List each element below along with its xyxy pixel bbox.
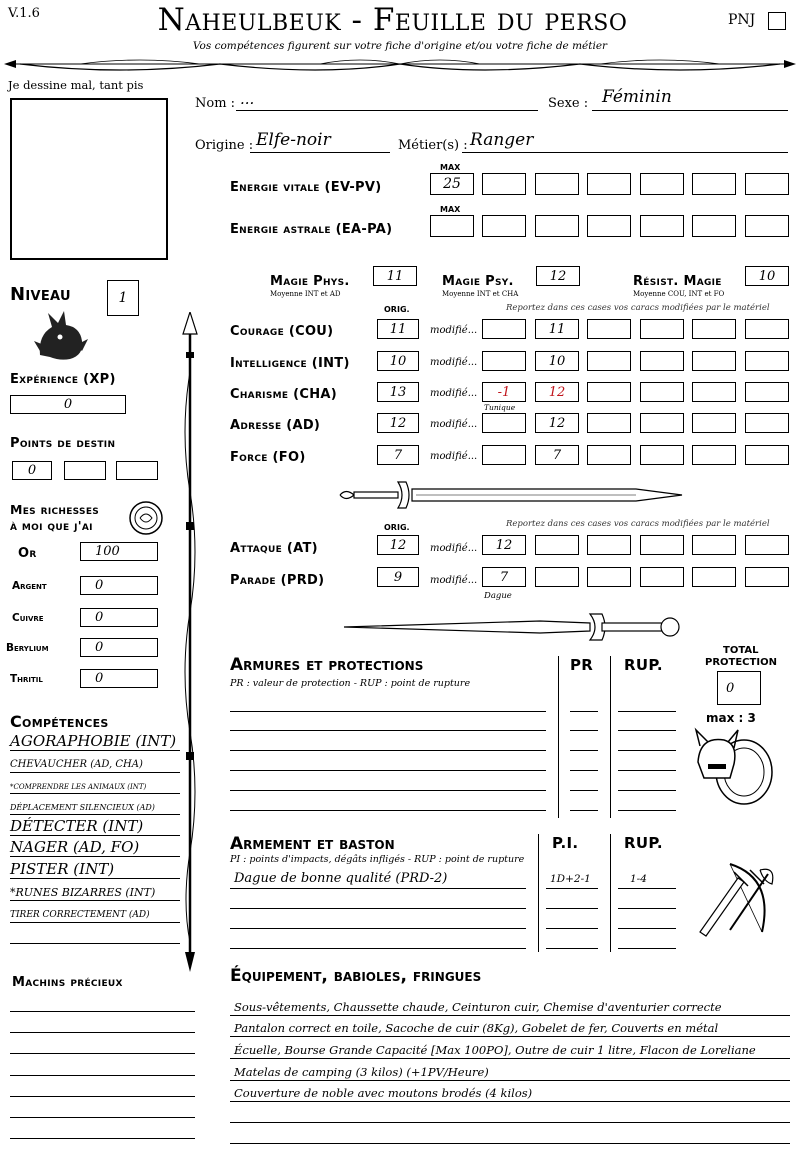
stat-orig-box[interactable]: 10	[377, 351, 419, 371]
origine-value[interactable]: Elfe-noir	[256, 130, 331, 150]
armor-rup-line[interactable]	[618, 750, 676, 751]
valuable-line[interactable]	[10, 1138, 195, 1139]
argent-box[interactable]: 0	[80, 576, 158, 595]
coin-icon	[128, 500, 164, 536]
weapons-icon	[690, 858, 780, 938]
skill-item: TIRER CORRECTEMENT (AD)	[10, 910, 150, 920]
thritil-box[interactable]: 0	[80, 669, 158, 688]
cuivre-label: Cuivre	[12, 612, 44, 624]
armement-title: Armement et baston	[230, 834, 395, 854]
berylium-box[interactable]: 0	[80, 638, 158, 657]
armor-name-line[interactable]	[230, 810, 546, 811]
skill-item: DÉTECTER (INT)	[10, 817, 144, 835]
combat-box[interactable]	[535, 567, 579, 587]
skill-item: NAGER (AD, FO)	[10, 838, 140, 856]
combat-box[interactable]	[535, 535, 579, 555]
stat-total-box[interactable]: 11	[535, 319, 579, 339]
stat-box[interactable]	[692, 382, 736, 402]
destin-label: Points de destin	[10, 436, 116, 451]
skill-line[interactable]	[10, 922, 180, 923]
armor-rup-line[interactable]	[618, 790, 676, 791]
armures-title: Armures et protections	[230, 655, 424, 675]
equipment-item: Écuelle, Bourse Grande Capacité [Max 100PO], Outre de cuir 1 litre, Flacon de Loreliane	[234, 1043, 756, 1057]
stat-mod-box[interactable]	[482, 445, 526, 465]
skill-item: PISTER (INT)	[10, 860, 115, 878]
equipment-line[interactable]	[230, 1101, 790, 1102]
stat-box[interactable]	[640, 319, 684, 339]
armor-pr-line[interactable]	[570, 790, 598, 791]
stat-box[interactable]	[587, 351, 631, 371]
weapons-divider	[538, 834, 539, 952]
weapon-name: Dague de bonne qualité (PRD-2)	[234, 871, 448, 886]
page-subtitle: Vos compétences figurent sur votre fiche d'origine et/ou votre fiche de métier	[192, 40, 608, 52]
skill-line[interactable]	[10, 750, 180, 751]
armor-pr-line[interactable]	[570, 730, 598, 731]
ev-box[interactable]	[535, 173, 579, 195]
richesses-label-1: Mes richesses	[10, 502, 100, 517]
weapon-pi-line[interactable]	[546, 928, 598, 929]
stat-box[interactable]	[692, 445, 736, 465]
armor-divider	[610, 656, 611, 818]
resist-magie-note: Moyenne COU, INT et FO	[633, 290, 725, 298]
valuable-line[interactable]	[10, 1096, 195, 1097]
modifie-label: modifié...	[430, 451, 478, 462]
protection-max-label: max : 3	[706, 711, 756, 725]
ev-max-box[interactable]: 25	[430, 173, 474, 195]
skill-item: *COMPRENDRE LES ANIMAUX (INT)	[10, 783, 147, 791]
ev-box[interactable]	[482, 173, 526, 195]
competences-label: Compétences	[10, 712, 109, 731]
armor-name-line[interactable]	[230, 750, 546, 751]
ea-box[interactable]	[587, 215, 631, 237]
skill-line[interactable]	[10, 856, 180, 857]
armor-divider	[558, 656, 559, 818]
magie-psy-label: Magie Psy.	[442, 274, 514, 289]
combat-label: Parade (PRD)	[230, 573, 325, 588]
weapon-rup-line[interactable]	[618, 888, 676, 889]
stat-orig-box[interactable]: 12	[377, 413, 419, 433]
stat-box[interactable]	[745, 351, 789, 371]
equipment-line[interactable]	[230, 1036, 790, 1037]
sexe-value[interactable]: Féminin	[602, 87, 672, 107]
thritil-label: Thritil	[10, 673, 43, 685]
stat-box[interactable]	[587, 319, 631, 339]
modifie-label: modifié...	[430, 388, 478, 399]
ev-box[interactable]	[745, 173, 789, 195]
skill-line[interactable]	[10, 835, 180, 836]
sword-icon	[340, 608, 685, 646]
stats-orig-label: ORIG.	[384, 305, 410, 314]
combat-box[interactable]	[587, 535, 631, 555]
niveau-label: Niveau	[10, 284, 71, 305]
niveau-box[interactable]: 1	[107, 280, 139, 316]
combat-box[interactable]	[745, 535, 789, 555]
stat-box[interactable]	[587, 445, 631, 465]
armures-subtitle: PR : valeur de protection - RUP : point de rupture	[230, 678, 471, 689]
ea-max-label: MAX	[440, 205, 461, 214]
skill-line[interactable]	[10, 943, 180, 944]
combat-orig-label: ORIG.	[384, 523, 410, 532]
stat-orig-box[interactable]: 7	[377, 445, 419, 465]
armor-pr-line[interactable]	[570, 770, 598, 771]
destin-box-1[interactable]: 0	[12, 461, 52, 480]
magie-phys-note: Moyenne INT et AD	[270, 290, 341, 298]
modifie-label: modifié...	[430, 543, 478, 554]
armor-pr-line[interactable]	[570, 711, 598, 712]
skill-item: DÉPLACEMENT SILENCIEUX (AD)	[10, 803, 155, 812]
sword-icon	[336, 478, 686, 512]
total-protection-label-2: PROTECTION	[705, 657, 777, 668]
stat-box[interactable]	[640, 413, 684, 433]
modifie-label: modifié...	[430, 325, 478, 336]
weapon-rup-line[interactable]	[618, 948, 676, 949]
armor-rup-line[interactable]	[618, 730, 676, 731]
armor-rup-line[interactable]	[618, 711, 676, 712]
stat-box[interactable]	[692, 413, 736, 433]
valuable-line[interactable]	[10, 1032, 195, 1033]
combat-box[interactable]	[745, 567, 789, 587]
stat-mod-box[interactable]	[482, 351, 526, 371]
skill-line[interactable]	[10, 814, 180, 815]
ev-label: Energie vitale (EV-PV)	[230, 180, 382, 195]
combat-mod-box[interactable]: 7	[482, 567, 526, 587]
equipment-line[interactable]	[230, 1122, 790, 1123]
ev-box[interactable]	[692, 173, 736, 195]
equipement-title: Équipement, babioles, fringues	[230, 966, 482, 986]
nom-label: Nom :	[195, 96, 236, 111]
weapon-pi-line[interactable]	[546, 908, 598, 909]
pnj-label: PNJ	[728, 12, 756, 28]
armor-pr-line[interactable]	[570, 750, 598, 751]
stat-label: Charisme (CHA)	[230, 387, 337, 402]
equipment-item: Couverture de noble avec moutons brodés (4 kilos)	[234, 1086, 533, 1100]
stat-box[interactable]	[745, 319, 789, 339]
combat-box[interactable]	[587, 567, 631, 587]
metier-label: Métier(s) :	[398, 138, 468, 153]
machins-precieux-label: Machins précieux	[12, 975, 123, 990]
armor-name-line[interactable]	[230, 730, 546, 731]
resist-magie-label: Résist. Magie	[633, 274, 722, 289]
nom-value[interactable]: ...	[240, 90, 255, 108]
skill-line[interactable]	[10, 878, 180, 879]
metier-underline	[462, 152, 788, 153]
total-protection-label-1: TOTAL	[723, 645, 759, 656]
ea-box[interactable]	[640, 215, 684, 237]
stat-box[interactable]	[692, 351, 736, 371]
stat-mod-box[interactable]	[482, 319, 526, 339]
armor-name-line[interactable]	[230, 711, 546, 712]
equipment-line[interactable]	[230, 1143, 790, 1144]
weapon-rup-line[interactable]	[618, 928, 676, 929]
destin-box-2[interactable]	[64, 461, 106, 480]
spear-divider	[178, 312, 202, 972]
stat-total-box[interactable]: 7	[535, 445, 579, 465]
combat-box[interactable]	[640, 567, 684, 587]
magie-psy-box[interactable]: 12	[536, 266, 580, 286]
ea-max-box[interactable]	[430, 215, 474, 237]
stat-total-box[interactable]: 12	[535, 413, 579, 433]
pi-col-label: P.I.	[552, 834, 579, 852]
destin-box-3[interactable]	[116, 461, 158, 480]
combat-box[interactable]	[692, 535, 736, 555]
equipment-line[interactable]	[230, 1015, 790, 1016]
stat-label: Adresse (AD)	[230, 418, 321, 433]
stat-box[interactable]	[745, 382, 789, 402]
weapon-name-line[interactable]	[230, 888, 526, 889]
combat-note: Reportez dans ces cases vos caracs modifiées par le matériel	[506, 519, 770, 529]
richesses-label-2: à moi que j'ai	[10, 518, 93, 533]
ev-max-label: MAX	[440, 163, 461, 172]
stat-box[interactable]	[640, 445, 684, 465]
pnj-checkbox[interactable]	[768, 12, 786, 30]
portrait-box[interactable]	[10, 98, 168, 260]
sexe-underline	[592, 110, 788, 111]
ea-label: Energie astrale (EA-PA)	[230, 222, 393, 237]
stat-orig-box[interactable]: 13	[377, 382, 419, 402]
stat-label: Force (FO)	[230, 450, 306, 465]
weapon-pi-line[interactable]	[546, 888, 598, 889]
stat-box[interactable]	[692, 319, 736, 339]
stat-box[interactable]	[745, 413, 789, 433]
stat-label: Courage (COU)	[230, 324, 334, 339]
valuable-line[interactable]	[10, 1117, 195, 1118]
pr-col-label: PR	[570, 656, 594, 674]
skill-line[interactable]	[10, 772, 180, 773]
skill-line[interactable]	[10, 900, 180, 901]
ea-box[interactable]	[535, 215, 579, 237]
equipment-line[interactable]	[230, 1080, 790, 1081]
rup-col-label: RUP.	[624, 656, 663, 674]
magie-psy-note: Moyenne INT et CHA	[442, 290, 519, 298]
stat-box[interactable]	[745, 445, 789, 465]
argent-label: Argent	[12, 580, 47, 592]
weapon-pi: 1D+2-1	[550, 873, 591, 885]
skill-item: *RUNES BIZARRES (INT)	[10, 886, 156, 899]
equipment-item: Matelas de camping (3 kilos) (+1PV/Heure)	[234, 1065, 489, 1079]
combat-box[interactable]	[692, 567, 736, 587]
weapons-divider	[610, 834, 611, 952]
ea-box[interactable]	[745, 215, 789, 237]
stat-box[interactable]	[587, 382, 631, 402]
magie-phys-label: Magie Phys.	[270, 274, 350, 289]
valuable-line[interactable]	[10, 1053, 195, 1054]
magie-phys-box[interactable]: 11	[373, 266, 417, 286]
weapon-name-line[interactable]	[230, 908, 526, 909]
nom-underline	[236, 110, 538, 111]
weapon-name-line[interactable]	[230, 928, 526, 929]
modifie-label: modifié...	[430, 419, 478, 430]
equipment-line[interactable]	[230, 1058, 790, 1059]
weapon-name-line[interactable]	[230, 948, 526, 949]
stat-mod-note: Tunique	[484, 403, 516, 412]
portrait-caption: Je dessine mal, tant pis	[8, 78, 144, 92]
resist-magie-box[interactable]: 10	[745, 266, 789, 286]
or-label: Or	[18, 546, 37, 561]
stat-mod-box[interactable]	[482, 413, 526, 433]
stat-orig-box[interactable]: 11	[377, 319, 419, 339]
modifie-label: modifié...	[430, 357, 478, 368]
modifie-label: modifié...	[430, 575, 478, 586]
ev-box[interactable]	[640, 173, 684, 195]
stat-total-box[interactable]: 10	[535, 351, 579, 371]
xp-box[interactable]: 0	[10, 395, 126, 414]
stat-mod-box[interactable]: -1	[482, 382, 526, 402]
helmet-shield-icon	[694, 726, 776, 808]
combat-mod-note: Dague	[484, 591, 512, 601]
combat-box[interactable]	[640, 535, 684, 555]
ev-box[interactable]	[587, 173, 631, 195]
equipment-item: Sous-vêtements, Chaussette chaude, Ceinturon cuir, Chemise d'aventurier correcte	[234, 1000, 722, 1014]
skill-line[interactable]	[10, 793, 180, 794]
metier-value[interactable]: Ranger	[470, 130, 534, 150]
xp-label: Expérience (XP)	[10, 372, 116, 387]
weapon-pi-line[interactable]	[546, 948, 598, 949]
or-box[interactable]: 100	[80, 542, 158, 561]
stat-box[interactable]	[640, 351, 684, 371]
stat-box[interactable]	[587, 413, 631, 433]
combat-mod-box[interactable]: 12	[482, 535, 526, 555]
dragon-icon	[30, 305, 90, 363]
valuable-line[interactable]	[10, 1011, 195, 1012]
skill-item: CHEVAUCHER (AD, CHA)	[10, 759, 143, 770]
page-title: Naheulbeuk - Feuille du perso	[157, 2, 628, 38]
skill-item: AGORAPHOBIE (INT)	[10, 732, 177, 750]
stat-total-box[interactable]: 12	[535, 382, 579, 402]
armor-name-line[interactable]	[230, 770, 546, 771]
stat-box[interactable]	[640, 382, 684, 402]
combat-orig-box[interactable]: 9	[377, 567, 419, 587]
stat-label: Intelligence (INT)	[230, 356, 350, 371]
berylium-label: Berylium	[6, 642, 49, 654]
weapon-rup-line[interactable]	[618, 908, 676, 909]
origine-label: Origine :	[195, 138, 254, 153]
sexe-label: Sexe :	[548, 96, 589, 111]
combat-label: Attaque (AT)	[230, 541, 318, 556]
combat-orig-box[interactable]: 12	[377, 535, 419, 555]
total-protection-box[interactable]: 0	[717, 671, 761, 705]
ea-box[interactable]	[692, 215, 736, 237]
origine-underline	[250, 152, 390, 153]
weapon-rup: 1-4	[630, 873, 647, 885]
armor-rup-line[interactable]	[618, 810, 676, 811]
armement-subtitle: PI : points d'impacts, dégâts infligés - RUP : point de rupture	[230, 854, 525, 865]
armor-rup-line[interactable]	[618, 770, 676, 771]
equipment-item: Pantalon correct en toile, Sacoche de cuir (8Kg), Gobelet de fer, Couverts en métal	[234, 1021, 719, 1035]
version-label: V.1.6	[8, 6, 40, 21]
valuable-line[interactable]	[10, 1075, 195, 1076]
stats-note: Reportez dans ces cases vos caracs modifiées par le matériel	[506, 303, 770, 313]
ea-box[interactable]	[482, 215, 526, 237]
armor-pr-line[interactable]	[570, 810, 598, 811]
weapon-rup-col-label: RUP.	[624, 834, 663, 852]
cuivre-box[interactable]: 0	[80, 608, 158, 627]
armor-name-line[interactable]	[230, 790, 546, 791]
